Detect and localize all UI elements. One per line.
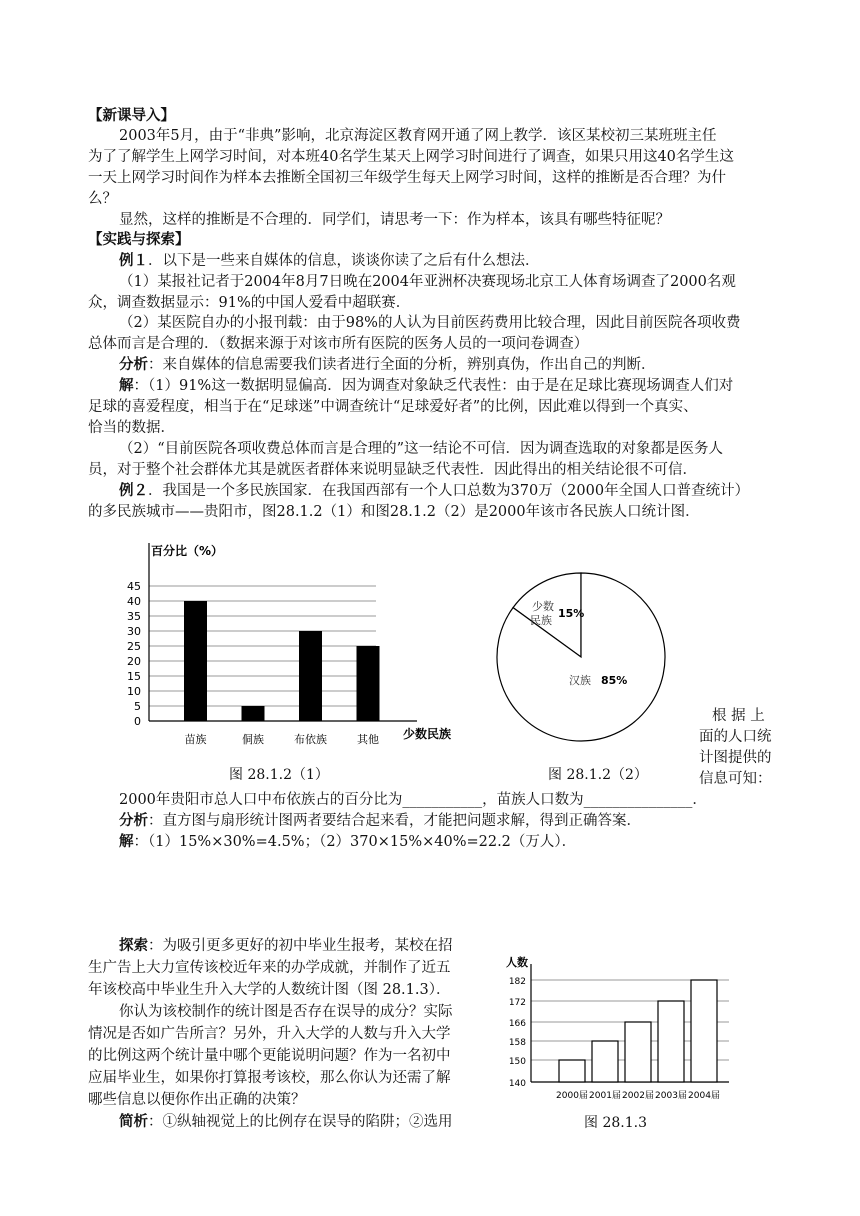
bar <box>357 646 380 721</box>
paragraph-line: 2003年5月，由于“非典”影响，北京海淀区教育网开通了网上教学．该区某校初三某班班主任 <box>119 128 717 144</box>
paragraph-line: 情况是否如广告所言？另外，升入大学的人数与升入大学 <box>88 1026 451 1042</box>
paragraph-line: 年该校高中毕业生升入大学的人数统计图（图 28.1.3）． <box>88 982 451 998</box>
paragraph-line: 员，对于整个社会群体尤其是就医者群体来说明显缺乏代表性．因此得出的相关结论很不可信． <box>88 462 697 478</box>
x-tick-label: 2002届 <box>622 1091 654 1101</box>
explore-label: 探索 <box>119 937 148 954</box>
bar <box>691 980 717 1082</box>
x-tick-label: 苗族 <box>184 733 207 746</box>
slice-value-label: 15% <box>558 607 585 620</box>
y-tick-label: 30 <box>127 625 141 638</box>
y-axis-label: 百分比（%） <box>151 544 224 558</box>
slice-label: 民族 <box>530 614 552 627</box>
y-tick-label: 35 <box>127 610 141 623</box>
x-tick-label: 布依族 <box>294 733 327 746</box>
y-tick-label: 40 <box>127 595 141 608</box>
bar <box>184 601 207 721</box>
slice-value-label: 85% <box>601 674 628 687</box>
example1-text: ．以下是一些来自媒体的信息，谈谈你读了之后有什么想法． <box>148 253 540 269</box>
y-tick-label: 0 <box>134 715 141 728</box>
bar <box>592 1041 618 1082</box>
y-tick-label: 20 <box>127 655 141 668</box>
slice-label: 汉族 <box>569 674 591 687</box>
paragraph-line: 应届毕业生，如果你打算报考该校，那么你认为还需了解 <box>88 1070 451 1086</box>
paragraph-line: 为了了解学生上网学习时间，对本班40名学生某天上网学习时间进行了调查，如果只用这40名学生这 <box>88 149 734 165</box>
analysis-label: 分析 <box>119 356 148 373</box>
example2-label: 例２ <box>119 482 148 499</box>
x-tick-label: 2003届 <box>655 1091 687 1101</box>
slice-label: 少数 <box>532 600 554 613</box>
example1-intro <box>119 251 540 271</box>
paragraph-line: （2）“目前医院各项收费总体而言是合理的”这一结论不可信．因为调查选取的对象都是医务人 <box>119 441 724 457</box>
figure-caption-1: 图 28.1.2（1） <box>229 767 329 783</box>
x-tick-label: 2004届 <box>688 1091 720 1101</box>
paragraph-line: 足球的喜爱程度，相当于在“足球迷”中调查统计“足球爱好者”的比例，因此难以得到一个真实、 <box>88 399 698 415</box>
y-axis-label: 人数 <box>506 956 528 969</box>
paragraph-line: 你认为该校制作的统计图是否存在误导的成分？实际 <box>119 1004 453 1020</box>
solution3-line: 解：（1）15%×30%=4.5%；（2）370×15%×40%=22.2（万人）． <box>119 833 577 850</box>
question-line: 2000年贵阳市总人口中布依族占的百分比为___________，苗族人口数为_______________． <box>119 792 707 808</box>
paragraph-line: 众，调查数据显示：91%的中国人爱看中超联赛． <box>88 295 411 311</box>
x-tick-label: 2001届 <box>589 1091 621 1101</box>
ethnic-pie-chart <box>490 560 680 760</box>
y-tick-label: 172 <box>508 998 526 1008</box>
paragraph-line: 的多民族城市——贵阳市，图28.1.2（1）和图28.1.2（2）是2000年该市各民族人口统计图． <box>88 504 700 520</box>
y-tick-label: 150 <box>508 1057 526 1067</box>
y-tick-label: 15 <box>127 670 141 683</box>
brief-analysis-line: 简析：①纵轴视觉上的比例存在误导的陷阱；②选用 <box>119 1113 453 1130</box>
side-text-line: 面的人口统 <box>699 729 772 745</box>
side-text-line: 根 据 上 <box>712 708 765 724</box>
figure-caption-2: 图 28.1.2（2） <box>548 767 648 783</box>
y-tick-label: 25 <box>127 640 141 653</box>
y-tick-label: 10 <box>127 685 141 698</box>
example2-intro: 例２．我国是一个多民族国家．在我国西部有一个人口总数为370万（2000年全国人口普查统计） <box>119 482 750 499</box>
x-tick-label: 2000届 <box>556 1091 588 1101</box>
section-heading-practice: 【实践与探索】 <box>88 231 190 248</box>
solution-line: 解：（1）91%这一数据明显偏高．因为调查对象缺乏代表性：由于是在足球比赛现场调查人们对 <box>119 377 734 394</box>
ethnic-percentage-bar-chart <box>115 535 460 755</box>
brief-label: 简析 <box>119 1113 148 1130</box>
bar <box>299 631 322 721</box>
x-tick-label: 侗族 <box>242 733 264 746</box>
y-tick-label: 5 <box>134 700 141 713</box>
analysis2-line: 分析：直方图与扇形统计图两者要结合起来看，才能把问题求解，得到正确答案． <box>119 812 641 829</box>
solution3-label: 解 <box>119 833 134 850</box>
example1-label: 例１ <box>119 252 148 269</box>
paragraph-line: 的比例这两个统计量中哪个更能说明问题？作为一名初中 <box>88 1048 451 1064</box>
y-tick-label: 158 <box>508 1038 526 1048</box>
y-tick-label: 182 <box>508 977 526 987</box>
explore-line: 探索：为吸引更多更好的初中毕业生报考，某校在招 <box>119 937 453 954</box>
bar <box>658 1001 684 1082</box>
paragraph-line: （2）某医院自办的小报刊载：由于98%的人认为目前医药费用比较合理，因此目前医院各项收费 <box>119 315 741 331</box>
x-axis-label: 少数民族 <box>403 727 452 741</box>
paragraph-line: 一天上网学习时间作为样本去推断全国初三年级学生每天上网学习时间，这样的推断是否合理？为什 <box>88 170 726 186</box>
figure-caption-3: 图 28.1.3 <box>584 1115 647 1131</box>
y-tick-label: 140 <box>508 1079 526 1089</box>
solution-label: 解 <box>119 377 134 394</box>
analysis2-label: 分析 <box>119 812 148 829</box>
section-heading-intro: 【新课导入】 <box>88 107 175 124</box>
paragraph-line: 么？ <box>88 191 117 207</box>
bar <box>242 706 265 721</box>
x-tick-label: 其他 <box>357 733 379 746</box>
paragraph-line: 生广告上大力宣传该校近年来的办学成就，并制作了近五 <box>88 960 451 976</box>
graduates-bar-chart <box>496 950 736 1105</box>
paragraph-line: 哪些信息以便你作出正确的决策？ <box>88 1092 306 1108</box>
paragraph-line: 显然，这样的推断是不合理的．同学们，请思考一下：作为样本，该具有哪些特征呢？ <box>119 212 670 228</box>
y-tick-label: 166 <box>508 1019 526 1029</box>
bar <box>559 1060 585 1082</box>
y-tick-label: 45 <box>127 580 141 593</box>
analysis-line: 分析：来自媒体的信息需要我们读者进行全面的分析，辨别真伪，作出自己的判断． <box>119 356 656 373</box>
side-text-line: 信息可知： <box>699 771 772 787</box>
paragraph-line: （1）某报社记者于2004年8月7日晚在2004年亚洲杯决赛现场北京工人体育场调查了2000名观 <box>119 274 736 290</box>
paragraph-line: 恰当的数据． <box>88 420 175 436</box>
side-text-line: 计图提供的 <box>699 750 772 766</box>
bar <box>625 1022 651 1082</box>
paragraph-line: 总体而言是合理的．（数据来源于对该市所有医院的医务人员的一项问卷调查） <box>88 336 589 352</box>
